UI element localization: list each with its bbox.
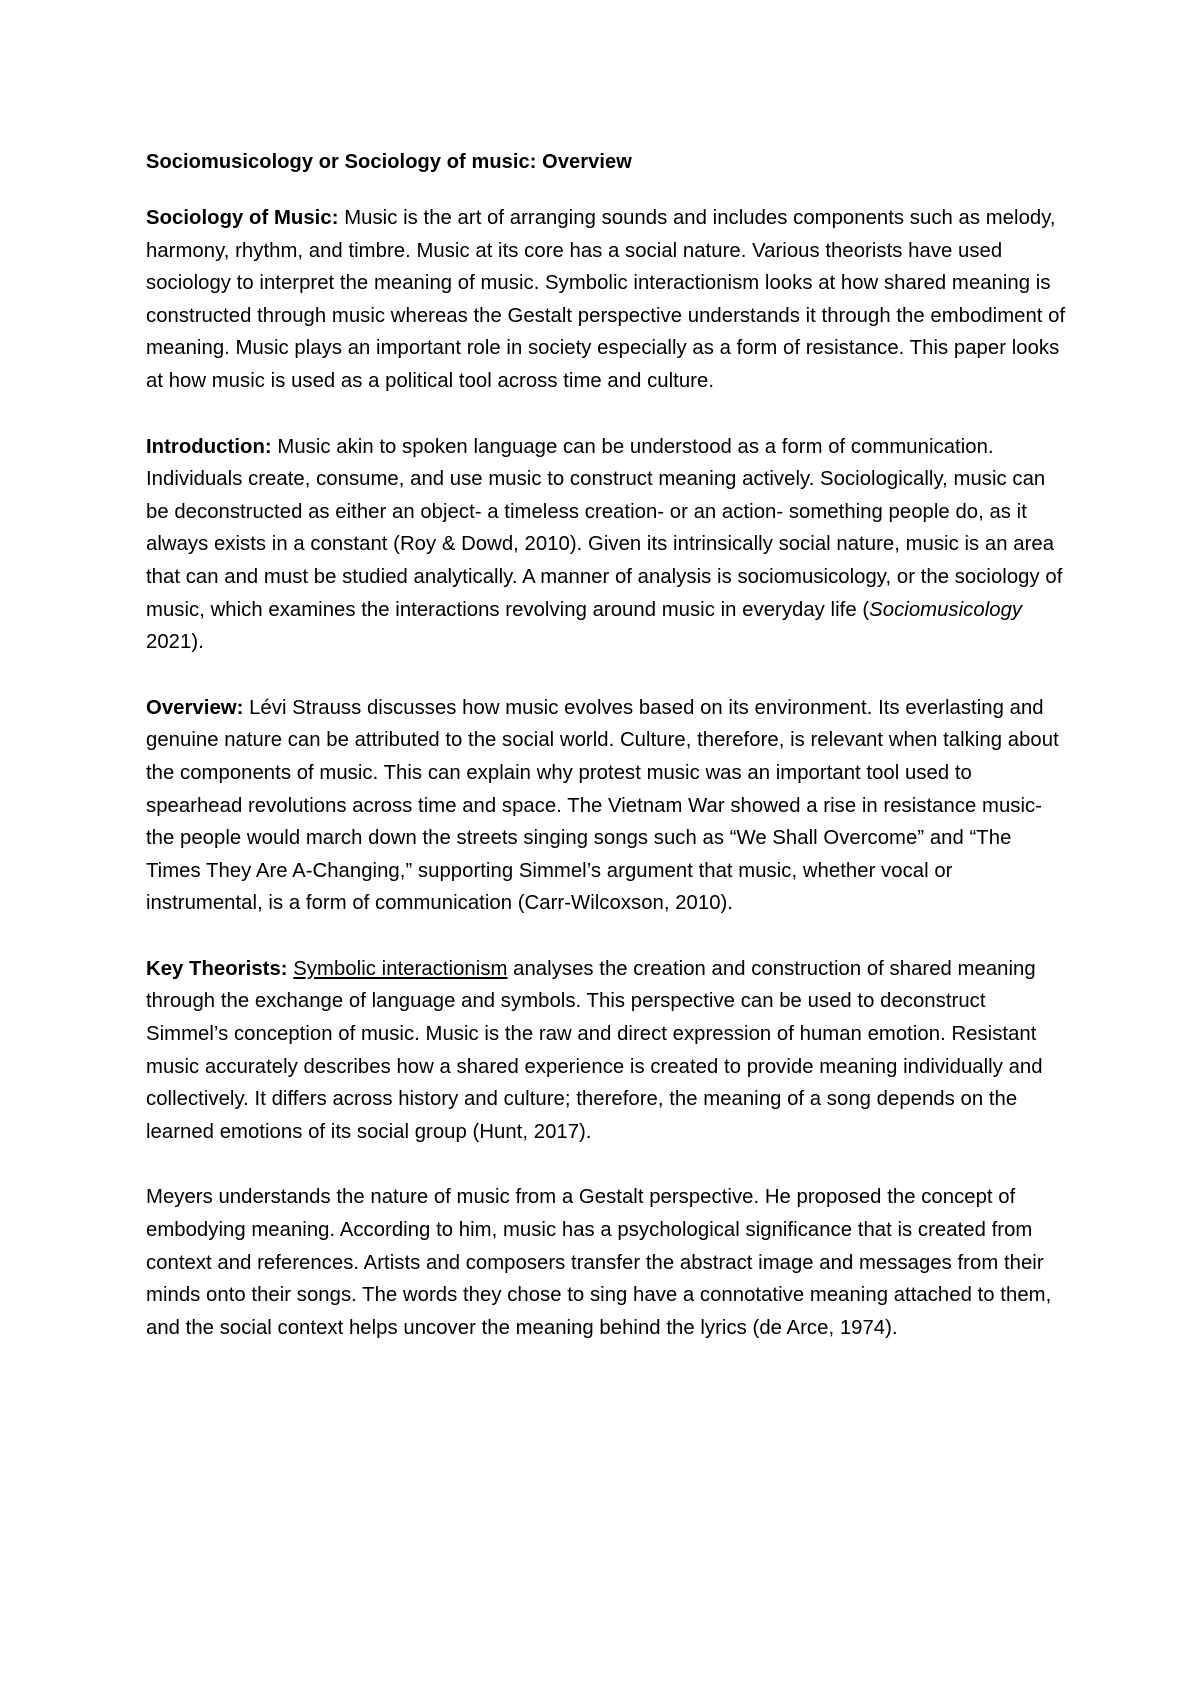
introduction-text: Music akin to spoken language can be understood as a form of communication. Individuals create, consume, and use music to construct meaning actively. Sociologically, music can be deconstructed as either an object- a timeless creation- or an action- something people do, as it always exists in a constant (Roy & Dowd, 2010). Given its intrinsically social nature, music is an area that can and must be studied analytically. A manner of analysis is sociomusicology, or the sociology of music, which examines the interactions revolving around music in everyday life ( xyxy=(146,435,1063,621)
document-page xyxy=(146,146,1071,1344)
meyers-paragraph: Meyers understands the nature of music from a Gestalt perspective. He proposed the concept of embodying meaning. According to him, music has a psychological significance that is created from context and references. Artists and composers transfer the abstract image and messages from their minds onto their songs. The words they chose to sing have a connotative meaning attached to them, and the social context helps uncover the meaning behind the lyrics (de Arce, 1974). xyxy=(146,1186,1052,1339)
introduction-paragraph xyxy=(146,431,1071,659)
sociology-text: Music is the art of arranging sounds and includes components such as melody, harmony, rhythm, and timbre. Music at its core has a social nature. Various theorists have used sociology to interpret the meaning of music. Symbolic interactionism looks at how shared meaning is constructed through music whereas the Gestalt perspective understands it through the embodiment of meaning. Music plays an important role in society especially as a form of resistance. This paper looks at how music is used as a political tool across time and culture. xyxy=(146,207,1066,392)
key-theorists-paragraph xyxy=(146,953,1071,1149)
key-theorists-text: analyses the creation and construction of shared meaning through the exchange of language and symbols. This perspective can be used to deconstruct Simmel’s conception of music. Music is the raw and direct expression of human emotion. Resistant music accurately describes how a shared experience is created to provide meaning individually and collectively. It differs across history and culture; therefore, the meaning of a song depends on the learned emotions of its social group (Hunt, 2017). xyxy=(146,957,1043,1143)
symbolic-interactionism-term: Symbolic interactionism xyxy=(293,957,508,980)
key-theorists-label: Key Theorists: xyxy=(146,957,288,980)
sociology-label: Sociology of Music: xyxy=(146,207,339,229)
overview-label: Overview: xyxy=(146,696,244,719)
introduction-citation-end: 2021). xyxy=(146,631,204,654)
sociology-paragraph xyxy=(146,202,1071,398)
introduction-citation-title: Sociomusicology xyxy=(869,598,1023,621)
introduction-label: Introduction: xyxy=(146,435,272,458)
overview-paragraph xyxy=(146,692,1071,920)
document-title: Sociomusicology or Sociology of music: Overview xyxy=(146,151,632,173)
overview-text: Lévi Strauss discusses how music evolves based on its environment. Its everlasting and genuine nature can be attributed to the social world. Culture, therefore, is relevant when talking about the components of music. This can explain why protest music was an important tool used to spearhead revolutions across time and space. The Vietnam War showed a rise in resistance music- the people would march down the streets singing songs such as “We Shall Overcome” and “The Times They Are A-Changing,” supporting Simmel’s argument that music, whether vocal or instrumental, is a form of communication (Carr-Wilcoxson, 2010). xyxy=(146,696,1059,915)
